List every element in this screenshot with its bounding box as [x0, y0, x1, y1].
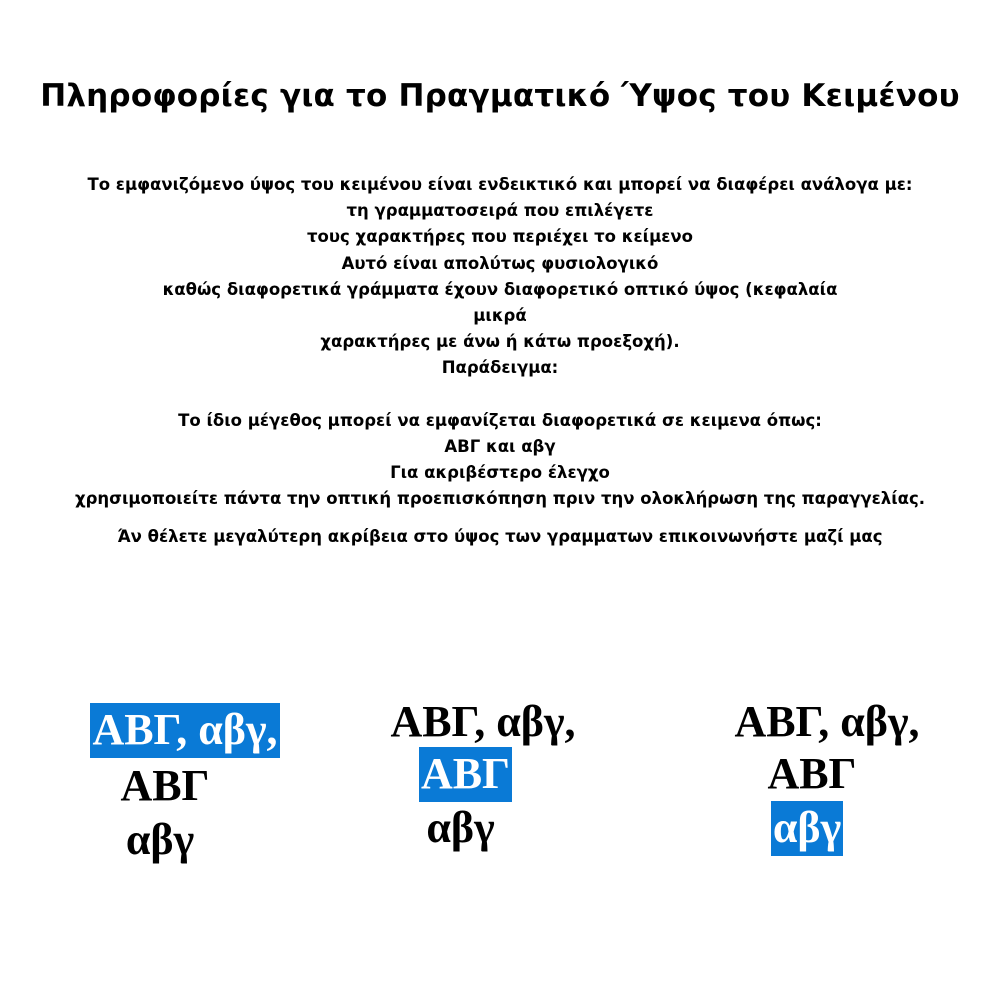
- sample-line-highlighted: ΑΒΓ, αβγ,: [90, 703, 279, 758]
- info-line: Παράδειγμα:: [441, 358, 559, 378]
- spacer: [0, 512, 1000, 524]
- info-line: τη γραμματοσειρά που επιλέγετε: [346, 201, 654, 221]
- sample-line: ΑΒΓ: [120, 761, 210, 810]
- sample-block-1: [60, 700, 310, 870]
- info-line: Άν θέλετε μεγαλύτερη ακρίβεια στο ύψος των γραμματων επικοινωνήστε μαζί μας: [117, 527, 883, 547]
- sample-line: ΑΒΓ, αβγ,: [734, 697, 920, 746]
- info-line: Για ακριβέστερο έλεγχο: [390, 463, 610, 483]
- sample-line: ΑΒΓ, αβγ,: [390, 697, 576, 746]
- info-line: Το εμφανιζόμενο ύψος του κειμένου είναι ενδεικτικό και μπορεί να διαφέρει ανάλογα με:: [87, 175, 913, 194]
- info-text-block: [0, 172, 1000, 551]
- sample-line: ΑΒΓ: [767, 749, 857, 798]
- info-line: χαρακτήρες με άνω ή κάτω προεξοχή).: [320, 332, 680, 352]
- spacer: [0, 382, 1000, 408]
- sample-block-3: [702, 692, 952, 862]
- info-line: Το ίδιο μέγεθος μπορεί να εμφανίζεται διαφορετικά σε κειμενα όπως:: [178, 410, 822, 430]
- info-line: Αυτό είναι απολύτως φυσιολογικό: [341, 253, 659, 273]
- sample-line-highlighted: αβγ: [771, 801, 843, 856]
- sample-line: αβγ: [426, 803, 495, 852]
- sample-block-2: [358, 692, 608, 862]
- info-line: καθώς διαφορετικά γράμματα έχουν διαφορετικό οπτικό ύψος (κεφαλαία: [162, 279, 838, 299]
- info-line: τους χαρακτήρες που περιέχει το κείμενο: [307, 227, 693, 247]
- info-line: ΑΒΓ και αβγ: [444, 436, 556, 456]
- info-line: μικρά: [473, 306, 527, 326]
- sample-line: αβγ: [125, 815, 195, 864]
- page-title: Πληροφορίες για το Πραγματικό Ύψος του Κειμένου: [40, 78, 960, 114]
- info-line: χρησιμοποιείτε πάντα την οπτική προεπισκόπηση πριν την ολοκλήρωση της παραγγελίας.: [74, 489, 926, 509]
- sample-line-highlighted: ΑΒΓ: [419, 747, 512, 802]
